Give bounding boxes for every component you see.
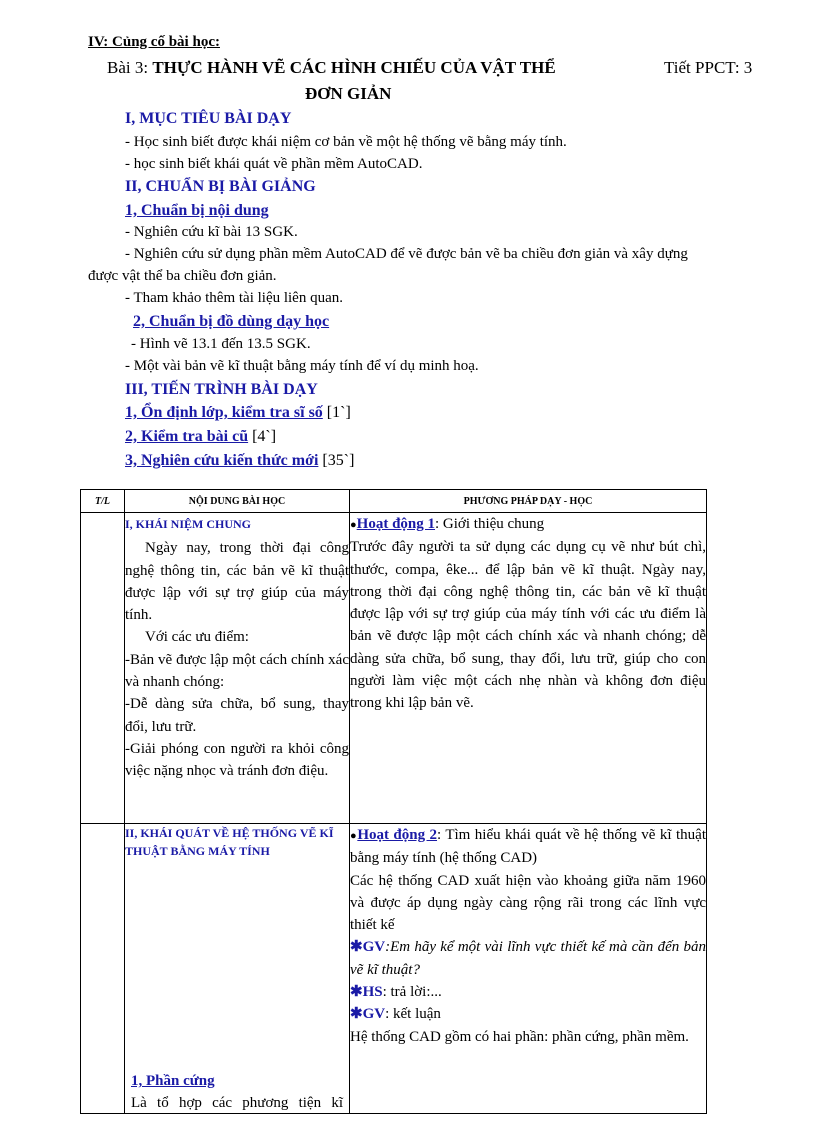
method-paragraph: Các hệ thống CAD xuất hiện vào khoảng giữa năm 1960 và được áp dụng ngày càng rộng rãi trong các lĩnh vực thiết kế xyxy=(350,872,706,934)
hardware-block xyxy=(131,1070,343,1115)
bullet-dot-icon: ● xyxy=(350,519,357,531)
tools-prep-item: - Một vài bản vẽ kĩ thuật bằng máy tính để ví dụ minh hoạ. xyxy=(125,358,479,374)
activity-label: Hoạt động 1 xyxy=(356,516,436,532)
hardware-text: Là tổ hợp các phương tiện kĩ xyxy=(131,1095,343,1112)
objective-item: - Học sinh biết được khái niệm cơ bản về một hệ thống vẽ bằng máy tính. xyxy=(125,134,567,150)
tl-cell xyxy=(81,824,125,1114)
header-content: NỘI DUNG BÀI HỌC xyxy=(125,490,350,513)
hs-line xyxy=(350,981,706,1003)
header-method: PHƯƠNG PHÁP DẠY - HỌC xyxy=(350,490,707,513)
gv-conclusion-line xyxy=(350,1003,706,1025)
hardware-heading: 1, Phần cứng xyxy=(131,1073,215,1089)
process-step-time: [1`] xyxy=(326,404,351,421)
bullet-dot-icon: ● xyxy=(350,830,358,842)
method-cell xyxy=(350,513,707,824)
method-paragraph: Trước đây người ta sử dụng các dụng cụ vẽ như bút chì, thước, compa, êke... để lập bản vẽ kĩ thuật. Ngày nay, trong thời đại công nghệ thông tin, các bản vẽ kĩ thuật được lập với sự trợ giúp của máy tính với các ưu điểm là bản vẽ được lập một cách chính xác và nhanh chóng; dễ dàng sửa chữa, bổ sung, thay đổi, lưu trữ, giúp cho con người làm việc một cách nhẹ nhàn và không đơn điệu trong khi lập bản vẽ. xyxy=(350,539,706,712)
lesson-label: Bài 3: xyxy=(107,58,149,77)
process-step xyxy=(125,404,351,422)
tools-prep-heading: 2, Chuẩn bị đồ dùng dạy học xyxy=(133,313,330,330)
process-step-label: 1, Ổn định lớp, kiểm tra sĩ số xyxy=(125,404,323,421)
lesson-title-line2: ĐƠN GIẢN xyxy=(305,84,392,103)
star-icon: ✱ xyxy=(350,1006,363,1023)
header-tl: T/L xyxy=(81,490,125,513)
hs-text: : trả lời:... xyxy=(382,984,442,1001)
process-step-time: [35`] xyxy=(322,452,355,469)
advantage-item: -Dễ dàng sửa chữa, bổ sung, thay đổi, lưu trữ. xyxy=(125,696,349,735)
section-heading: IV: Củng cố bài học: xyxy=(88,34,220,50)
star-icon: ✱ xyxy=(350,984,363,1001)
gv-question: :Em hãy kể một vài lĩnh vực thiết kế mà cần đến bản vẽ kĩ thuật? xyxy=(350,939,706,978)
process-step xyxy=(125,452,354,470)
process-step-label: 3, Nghiên cứu kiến thức mới xyxy=(125,452,319,469)
content-heading: I, KHÁI NIỆM CHUNG xyxy=(125,517,252,531)
advantage-item: -Bản vẽ được lập một cách chính xác và nhanh chóng: xyxy=(125,651,349,691)
content-paragraph: Ngày nay, trong thời đại công nghệ thông tin, các bản vẽ kĩ thuật được lập với sự trợ giúp của máy tính. xyxy=(125,540,349,624)
content-prep-item: - Nghiên cứu sử dụng phần mềm AutoCAD để vẽ được bản vẽ ba chiều đơn giản và xây dựng xyxy=(125,246,688,262)
activity-line xyxy=(350,513,706,536)
content-prep-item: - Nghiên cứu kĩ bài 13 SGK. xyxy=(125,224,298,240)
content-cell xyxy=(125,513,350,824)
content-heading: II, KHÁI QUÁT VỀ HỆ THỐNG VẼ KĨ THUẬT BẰNG MÁY TÍNH xyxy=(125,826,334,858)
advantages-intro: Với các ưu điểm: xyxy=(145,629,249,646)
tl-cell xyxy=(81,513,125,824)
hs-label: HS xyxy=(362,984,383,1001)
preparation-heading: II, CHUẨN BỊ BÀI GIẢNG xyxy=(125,178,316,195)
table-header-row xyxy=(81,490,707,513)
content-prep-item: được vật thể ba chiều đơn giản. xyxy=(88,268,277,284)
table-row xyxy=(81,513,707,824)
content-prep-item: - Tham khảo thêm tài liệu liên quan. xyxy=(125,290,343,306)
advantage-item: -Giải phóng con người ra khỏi công việc nặng nhọc và tránh đơn điệu. xyxy=(125,740,349,780)
gv-text: : kết luận xyxy=(385,1006,441,1023)
gv-label: GV xyxy=(362,939,386,956)
period-label: Tiết PPCT: 3 xyxy=(664,58,753,77)
activity-text: : Giới thiệu chung xyxy=(435,516,545,532)
tools-prep-item: - Hình vẽ 13.1 đến 13.5 SGK. xyxy=(131,336,311,352)
activity-line xyxy=(350,824,706,870)
objective-item: - học sinh biết khái quát về phần mềm AutoCAD. xyxy=(125,156,423,172)
process-heading: III, TIẾN TRÌNH BÀI DẠY xyxy=(125,381,318,398)
lesson-title-line1 xyxy=(107,58,556,78)
star-icon: ✱ xyxy=(350,939,363,956)
objectives-heading: I, MỤC TIÊU BÀI DẠY xyxy=(125,110,292,127)
table-row xyxy=(81,824,707,1114)
process-step xyxy=(125,428,276,446)
gv-label: GV xyxy=(362,1006,386,1023)
activity-label: Hoạt động 2 xyxy=(357,827,438,843)
gv-question-line xyxy=(350,936,706,981)
method-cell xyxy=(350,824,707,1114)
process-step-time: [4`] xyxy=(252,428,277,445)
process-step-label: 2, Kiểm tra bài cũ xyxy=(125,428,249,445)
conclusion: Hệ thống CAD gồm có hai phần: phần cứng, phần mềm. xyxy=(350,1028,689,1045)
activity-text: : Tìm hiểu khái quát về hệ thống vẽ kĩ thuật bằng máy tính (hệ thống CAD) xyxy=(350,827,706,867)
lesson-table xyxy=(80,489,707,1114)
content-prep-heading: 1, Chuẩn bị nội dung xyxy=(125,202,269,219)
content-cell xyxy=(125,824,350,1114)
lesson-title: THỰC HÀNH VẼ CÁC HÌNH CHIẾU CỦA VẬT THỂ xyxy=(152,58,556,77)
